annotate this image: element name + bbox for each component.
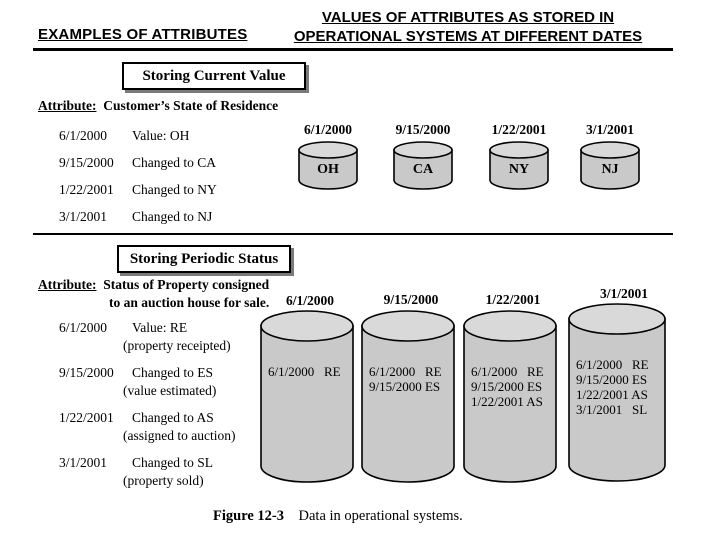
current-attribute-label: Attribute: — [38, 98, 97, 113]
current-event-text: Value: OH — [132, 128, 190, 143]
current-cylinder-value: NJ — [601, 162, 619, 177]
periodic-cylinder — [260, 310, 360, 488]
periodic-attribute-label: Attribute: — [38, 277, 97, 292]
periodic-event-note: (property sold) — [123, 473, 204, 488]
periodic-date-heading: 1/22/2001 — [485, 292, 541, 307]
current-cylinder-value: NY — [508, 162, 530, 177]
figure-caption-text: Data in operational systems. — [298, 508, 463, 524]
periodic-date-heading: 3/1/2001 — [599, 286, 648, 301]
periodic-date-heading: 6/1/2000 — [285, 293, 334, 308]
periodic-event-note: (assigned to auction) — [123, 428, 236, 443]
periodic-cylinder-line: 9/15/2000 ES — [471, 379, 543, 394]
periodic-event-text: Changed to ES — [132, 365, 213, 380]
left-column-heading: EXAMPLES OF ATTRIBUTES — [38, 26, 248, 43]
top-divider — [33, 48, 673, 51]
periodic-event-note: (property receipted) — [123, 338, 231, 353]
periodic-cylinder-line: 1/22/2001 AS — [471, 394, 543, 409]
periodic-cylinder-line: 9/15/2000 ES — [369, 379, 441, 394]
current-event-date: 9/15/2000 — [59, 155, 114, 170]
periodic-event-date: 3/1/2001 — [59, 455, 108, 470]
periodic-attribute-name-1: Status of Property consigned — [103, 277, 270, 292]
right-column-heading — [268, 8, 668, 46]
periodic-attribute-line-1 — [38, 277, 269, 293]
periodic-event-note: (value estimated) — [123, 383, 217, 398]
current-event-text: Changed to CA — [132, 155, 216, 170]
current-cylinder-value: OH — [317, 162, 339, 177]
periodic-attribute-name-2: to an auction house for sale. — [109, 295, 270, 310]
current-date-heading: 9/15/2000 — [395, 122, 451, 137]
current-event-date: 6/1/2000 — [59, 128, 108, 143]
periodic-cylinder-line: 6/1/2000 RE — [576, 357, 649, 372]
periodic-event-date: 1/22/2001 — [59, 410, 114, 425]
current-attribute-line — [38, 98, 278, 114]
periodic-cylinder-line: 3/1/2001 SL — [576, 402, 648, 417]
current-event-text: Changed to NJ — [132, 209, 213, 224]
periodic-event-text: Value: RE — [132, 320, 188, 335]
middle-divider — [33, 233, 673, 235]
current-event-date: 3/1/2001 — [59, 209, 108, 224]
current-date-heading: 3/1/2001 — [585, 122, 634, 137]
current-event-text: Changed to NY — [132, 182, 217, 197]
current-value-title-box: Storing Current Value — [122, 62, 306, 90]
periodic-cylinder-line: 9/15/2000 ES — [576, 372, 648, 387]
periodic-cylinder-line: 6/1/2000 RE — [369, 364, 442, 379]
periodic-event-date: 6/1/2000 — [59, 320, 108, 335]
right-heading-line-1: VALUES OF ATTRIBUTES AS STORED IN — [321, 9, 615, 26]
current-date-heading: 1/22/2001 — [491, 122, 547, 137]
periodic-event-text: Changed to AS — [132, 410, 214, 425]
periodic-cylinder-line: 6/1/2000 RE — [268, 364, 341, 379]
periodic-event-date: 9/15/2000 — [59, 365, 114, 380]
current-date-heading: 6/1/2000 — [303, 122, 352, 137]
periodic-event-text: Changed to SL — [132, 455, 213, 470]
current-attribute-name: Customer’s State of Residence — [103, 98, 279, 113]
figure-caption — [213, 508, 463, 525]
figure-label: Figure 12-3 — [213, 508, 285, 524]
periodic-cylinder — [361, 310, 461, 488]
current-event-date: 1/22/2001 — [59, 182, 114, 197]
periodic-cylinder-line: 1/22/2001 AS — [576, 387, 648, 402]
periodic-date-heading: 9/15/2000 — [383, 292, 439, 307]
right-heading-line-2: OPERATIONAL SYSTEMS AT DIFFERENT DATES — [293, 28, 643, 45]
current-cylinder-value: CA — [412, 162, 434, 177]
periodic-status-title-box: Storing Periodic Status — [117, 245, 291, 273]
periodic-cylinder-line: 6/1/2000 RE — [471, 364, 544, 379]
